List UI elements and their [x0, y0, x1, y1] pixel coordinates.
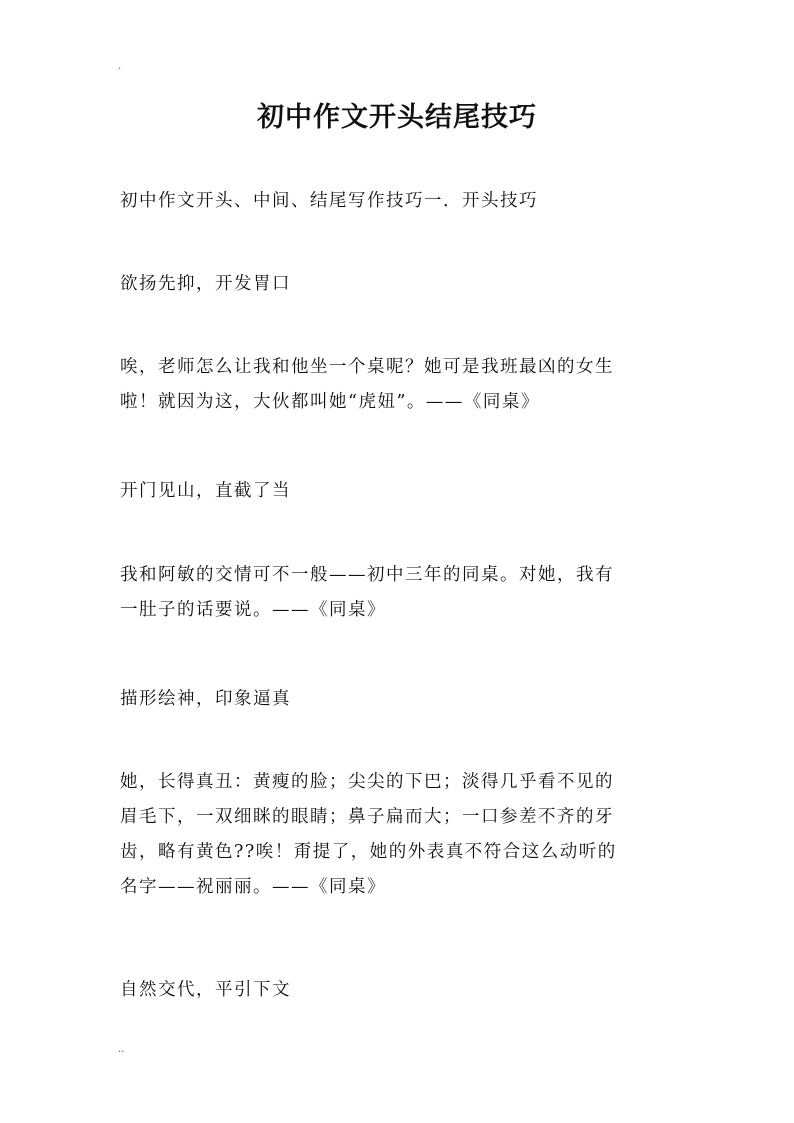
document-title: 初中作文开头结尾技巧 — [257, 102, 537, 133]
paragraph-line: 欲扬先抑，开发胃口 — [120, 274, 291, 294]
paragraph-3 — [120, 350, 676, 420]
paragraph-6-heading — [120, 682, 676, 717]
paragraph-line: 我和阿敏的交情可不一般——初中三年的同桌。对她，我有 — [120, 565, 614, 585]
paragraph-line: 初中作文开头、中间、结尾写作技巧一．开头技巧 — [120, 191, 538, 211]
paragraph-line: 唉，老师怎么让我和他坐一个桌呢？她可是我班最凶的女生 — [120, 357, 614, 377]
paragraph-4-heading — [120, 474, 676, 509]
paragraph-line: 啦！就因为这，大伙都叫她“虎妞”。——《同桌》 — [120, 392, 540, 412]
paragraph-line: 名字——祝丽丽。——《同桌》 — [120, 877, 386, 897]
paragraph-2-heading — [120, 267, 676, 302]
corner-mark-bottom: .. — [118, 1044, 125, 1055]
paragraph-line: 一肚子的话要说。——《同桌》 — [120, 600, 386, 620]
paragraph-line: 开门见山，直截了当 — [120, 481, 291, 501]
paragraph-8-heading — [120, 973, 676, 1008]
corner-mark-top: . — [118, 61, 122, 72]
paragraph-line: 她，长得真丑：黄瘦的脸；尖尖的下巴；淡得几乎看不见的 — [120, 772, 614, 792]
paragraph-line: 眉毛下，一双细眯的眼睛；鼻子扁而大；一口参差不齐的牙 — [120, 807, 614, 827]
paragraph-line: 齿，略有黄色??唉！甭提了，她的外表真不符合这么动听的 — [120, 842, 617, 862]
paragraph-7 — [120, 765, 676, 905]
paragraph-1 — [120, 184, 676, 219]
paragraph-5 — [120, 558, 676, 628]
paragraph-line: 描形绘神，印象逼真 — [120, 689, 291, 709]
paragraph-line: 自然交代，平引下文 — [120, 980, 291, 1000]
